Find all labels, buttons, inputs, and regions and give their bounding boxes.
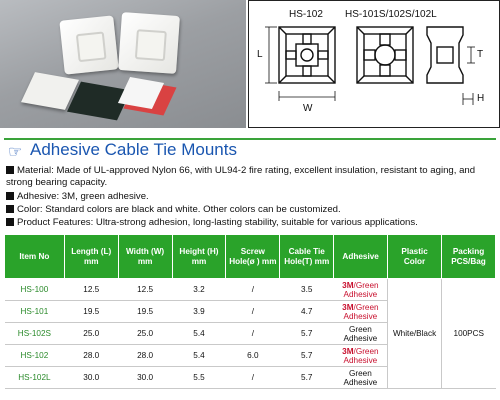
cell-length: 19.5	[64, 301, 118, 323]
cell-tie: 5.7	[280, 345, 334, 367]
cell-tie: 5.7	[280, 367, 334, 389]
cell-screw: /	[226, 279, 280, 301]
cell-width: 30.0	[118, 367, 172, 389]
header-item-no: Item No	[5, 235, 65, 279]
cell-height: 5.4	[172, 323, 226, 345]
cell-screw: /	[226, 367, 280, 389]
dimension-l: L	[257, 49, 263, 60]
section-heading	[4, 138, 496, 162]
cell-length: 12.5	[64, 279, 118, 301]
spec-adhesive: Adhesive: 3M, green adhesive.	[6, 191, 494, 203]
spec-color: Color: Standard colors are black and white. Other colors can be customized.	[6, 204, 494, 216]
header-height: Height (H) mm	[172, 235, 226, 279]
header-width: Width (W) mm	[118, 235, 172, 279]
cell-length: 28.0	[64, 345, 118, 367]
header-plastic-color: Plastic Color	[388, 235, 442, 279]
drawing-label-left: HS-102	[289, 9, 323, 20]
pointing-hand-icon: ☞	[8, 144, 23, 161]
spec-material: Material: Made of UL-approved Nylon 66, with UL94-2 fire rating, excellent insulation, resistant to aging, and strong bearing capacity.	[6, 165, 476, 188]
bullet-square-icon	[6, 166, 14, 174]
cell-adhesive: Green Adhesive	[334, 367, 388, 389]
product-photo	[0, 0, 246, 128]
cell-item: HS-102S	[5, 323, 65, 345]
technical-drawing	[248, 0, 500, 128]
cell-adhesive: Green Adhesive	[334, 323, 388, 345]
cell-tie: 5.7	[280, 323, 334, 345]
spec-features: Product Features: Ultra-strong adhesion, long-lasting stability, suitable for various applications.	[6, 217, 494, 229]
table-header-row	[5, 235, 496, 279]
cell-length: 25.0	[64, 323, 118, 345]
cell-item: HS-102L	[5, 367, 65, 389]
dimension-w: W	[303, 103, 313, 114]
cell-screw: /	[226, 301, 280, 323]
cell-item: HS-102	[5, 345, 65, 367]
product-header	[0, 0, 500, 128]
header-length: Length (L) mm	[64, 235, 118, 279]
cell-adhesive: 3M/Green Adhesive	[334, 279, 388, 301]
cell-adhesive: 3M/Green Adhesive	[334, 301, 388, 323]
header-adhesive: Adhesive	[334, 235, 388, 279]
page-title: Adhesive Cable Tie Mounts	[30, 140, 237, 159]
cell-width: 25.0	[118, 323, 172, 345]
dimension-t: T	[477, 49, 484, 60]
cell-tie: 4.7	[280, 301, 334, 323]
cell-packing: 100PCS	[442, 279, 496, 389]
cell-adhesive: 3M/Green Adhesive	[334, 345, 388, 367]
cell-screw: 6.0	[226, 345, 280, 367]
cell-height: 3.9	[172, 301, 226, 323]
cell-item: HS-101	[5, 301, 65, 323]
cell-tie: 3.5	[280, 279, 334, 301]
drawing-label-right: HS-101S/102S/102L	[345, 9, 437, 20]
cell-width: 12.5	[118, 279, 172, 301]
table-row	[5, 279, 496, 301]
cell-height: 5.5	[172, 367, 226, 389]
bullet-square-icon	[6, 218, 14, 226]
cell-height: 5.4	[172, 345, 226, 367]
header-cable-tie-hole: Cable Tie Hole(T) mm	[280, 235, 334, 279]
cell-width: 28.0	[118, 345, 172, 367]
mount-white-2	[118, 12, 180, 74]
cell-height: 3.2	[172, 279, 226, 301]
header-packing: Packing PCS/Bag	[442, 235, 496, 279]
bullet-square-icon	[6, 205, 14, 213]
cell-width: 19.5	[118, 301, 172, 323]
cell-screw: /	[226, 323, 280, 345]
header-screw-hole: Screw Hole(ø ) mm	[226, 235, 280, 279]
dimension-h: H	[477, 93, 485, 104]
bullet-square-icon	[6, 192, 14, 200]
cell-plastic-color: White/Black	[388, 279, 442, 389]
cell-length: 30.0	[64, 367, 118, 389]
spec-table	[4, 234, 496, 389]
cell-item: HS-100	[5, 279, 65, 301]
mount-white-1	[59, 15, 118, 74]
